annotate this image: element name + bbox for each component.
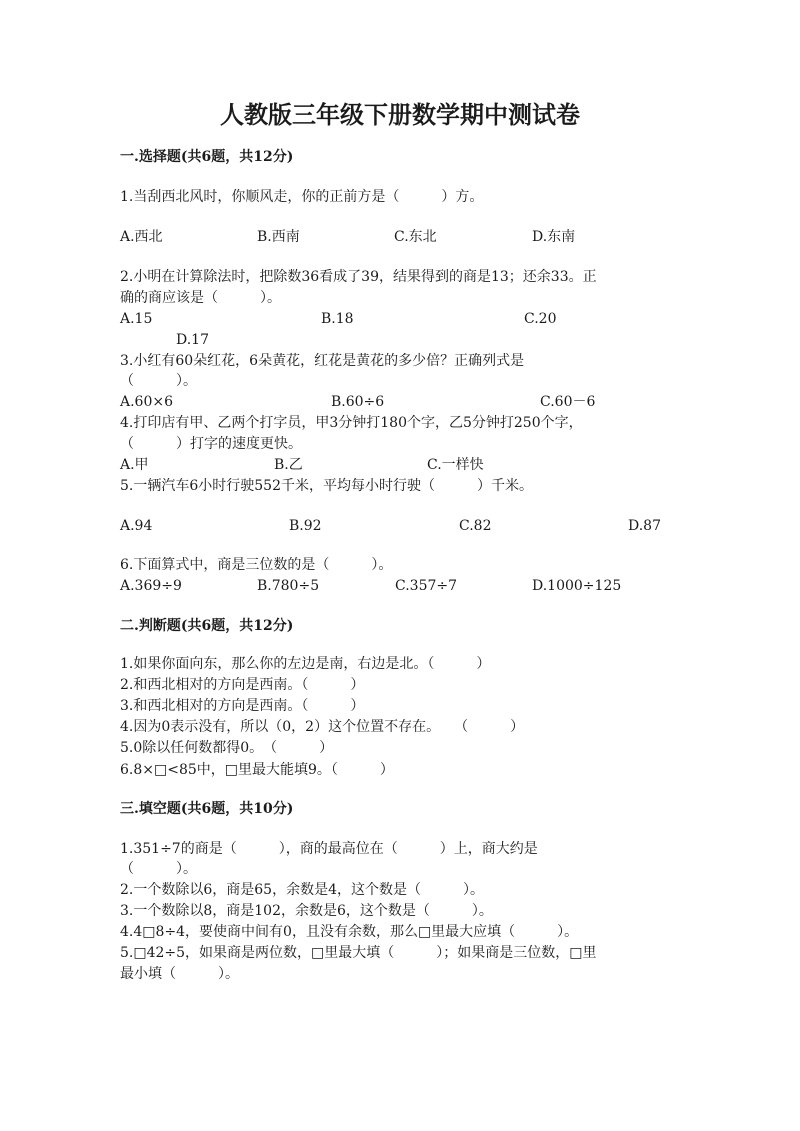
option-a: A.15 [120, 311, 153, 327]
option-c: C.357÷7 [395, 578, 458, 594]
question-text: 3.一个数除以8，商是102，余数是6，这个数是（ ）。 [120, 903, 493, 919]
option-d: D.1000÷125 [532, 578, 622, 594]
question-text: 5.□42÷5，如果商是两位数，□里最大填（ ）；如果商是三位数，□里 [120, 945, 597, 961]
question-text: 4.4□8÷4，要使商中间有0，且没有余数，那么□里最大应填（ ）。 [120, 924, 579, 940]
option-a: A.60×6 [120, 394, 174, 410]
option-a: A.甲 [120, 457, 149, 473]
option-a: A.369÷9 [120, 578, 182, 594]
question-text: 3.小红有60朵红花，6朵黄花，红花是黄花的多少倍？正确列式是 [120, 353, 525, 369]
question-text: 5.0除以任何数都得0。 （ ） [120, 740, 334, 756]
question-text: 4.打印店有甲、乙两个打字员，甲3分钟打180个字，乙5分钟打250个字， [120, 415, 583, 431]
question-text: 2.和西北相对的方向是西南。（ ） [120, 677, 365, 693]
question-text: 确的商应该是（ ）。 [120, 290, 281, 306]
option-c: C.60－6 [540, 394, 596, 410]
question-text: 5.一辆汽车6小时行驶552千米，平均每小时行驶（ ）千米。 [120, 478, 533, 494]
option-b: B.780÷5 [257, 578, 320, 594]
option-d: D.东南 [532, 229, 576, 245]
question-text: （ ）打字的速度更快。 [120, 436, 302, 452]
question-text: 2.小明在计算除法时，把除数36看成了39，结果得到的商是13；还余33。正 [120, 269, 597, 285]
question-text: 1.351÷7的商是（ ），商的最高位在（ ）上，商大约是 [120, 841, 538, 857]
question-text: （ ）。 [120, 861, 197, 877]
option-c: C.82 [459, 518, 492, 534]
option-d: D.17 [176, 332, 209, 348]
question-text: 最小填（ ）。 [120, 966, 239, 982]
option-a: A.西北 [120, 229, 163, 245]
section-heading-fill-blank: 三.填空题(共6题，共10分) [120, 801, 294, 817]
question-text: 6.8×□<85中，□里最大能填9。（ ） [120, 762, 394, 778]
option-c: C.20 [524, 311, 557, 327]
option-b: B.西南 [257, 229, 300, 245]
question-text: 2.一个数除以6，商是65，余数是4，这个数是（ ）。 [120, 882, 484, 898]
section-heading-judgment: 二.判断题(共6题，共12分) [120, 618, 294, 634]
option-c: C.东北 [394, 229, 437, 245]
question-text: 1.如果你面向东，那么你的左边是南，右边是北。（ ） [120, 656, 491, 672]
option-b: B.60÷6 [331, 394, 385, 410]
option-d: D.87 [628, 518, 661, 534]
question-text: 4.因为0表示没有，所以（0，2）这个位置不存在。 （ ） [120, 719, 525, 735]
option-b: B.乙 [274, 457, 303, 473]
question-text: 1.当刮西北风时，你顺风走，你的正前方是（ ）方。 [120, 189, 484, 205]
option-c: C.一样快 [427, 457, 484, 473]
page-title: 人教版三年级下册数学期中测试卷 [220, 100, 580, 129]
option-a: A.94 [120, 518, 153, 534]
section-heading-choice: 一.选择题(共6题，共12分) [120, 149, 294, 165]
option-b: B.92 [289, 518, 322, 534]
question-text: 3.和西北相对的方向是西南。（ ） [120, 698, 365, 714]
option-b: B.18 [321, 311, 354, 327]
question-text: 6.下面算式中，商是三位数的是（ ）。 [120, 557, 393, 573]
question-text: （ ）。 [120, 373, 197, 389]
